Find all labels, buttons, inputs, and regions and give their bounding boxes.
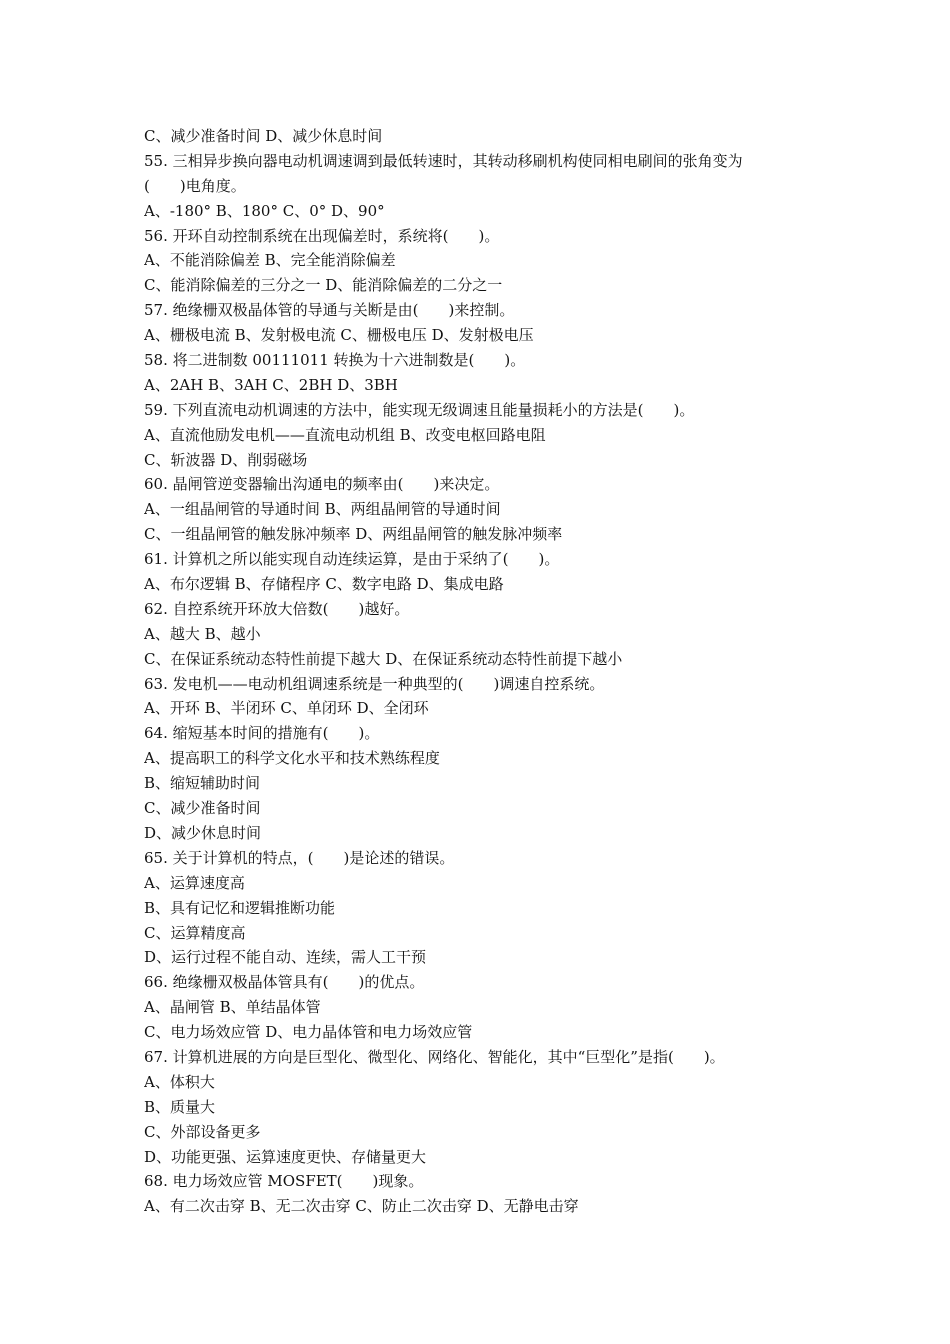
text-line: B、质量大 (144, 1097, 216, 1116)
text-line: 68. 电力场效应管 MOSFET( )现象。 (144, 1172, 424, 1191)
text-line: C、在保证系统动态特性前提下越大 D、在保证系统动态特性前提下越小 (144, 649, 623, 668)
text-line: 58. 将二进制数 00111011 转换为十六进制数是( )。 (144, 351, 526, 370)
text-line: B、缩短辅助时间 (144, 774, 261, 793)
text-line: A、体积大 (144, 1072, 215, 1091)
text-line: 57. 绝缘栅双极晶体管的导通与关断是由( )来控制。 (144, 301, 515, 320)
text-line: 62. 自控系统开环放大倍数( )越好。 (144, 599, 410, 618)
text-line: 66. 绝缘栅双极晶体管具有( )的优点。 (144, 973, 425, 992)
text-line: 60. 晶闸管逆变器输出沟通电的频率由( )来决定。 (144, 475, 500, 494)
text-line: D、减少休息时间 (144, 823, 262, 842)
text-line: A、开环 B、半闭环 C、单闭环 D、全闭环 (144, 699, 429, 718)
text-line: A、直流他励发电机——直流电动机组 B、改变电枢回路电阻 (144, 425, 546, 444)
text-line: C、斩波器 D、削弱磁场 (144, 450, 308, 469)
text-line: D、功能更强、运算速度更快、存储量更大 (144, 1147, 427, 1166)
text-line: C、一组晶闸管的触发脉冲频率 D、两组晶闸管的触发脉冲频率 (144, 525, 563, 544)
text-line: C、减少准备时间 (144, 799, 261, 818)
question-text-block (144, 124, 824, 1219)
text-line: ( )电角度。 (144, 176, 246, 195)
text-line: A、栅极电流 B、发射极电流 C、栅极电压 D、发射极电压 (144, 326, 534, 345)
text-line: 67. 计算机进展的方向是巨型化、微型化、网络化、智能化，其中“巨型化”是指( )。 (144, 1047, 725, 1066)
text-line: A、布尔逻辑 B、存储程序 C、数字电路 D、集成电路 (144, 575, 504, 594)
text-line: B、具有记忆和逻辑推断功能 (144, 898, 336, 917)
text-line: A、晶闸管 B、单结晶体管 (144, 998, 321, 1017)
text-line: 55. 三相异步换向器电动机调速调到最低转速时，其转动移刷机构使同相电刷间的张角变为 (144, 151, 743, 170)
text-line: A、一组晶闸管的导通时间 B、两组晶闸管的导通时间 (144, 500, 501, 519)
text-line: C、电力场效应管 D、电力晶体管和电力场效应管 (144, 1023, 473, 1042)
text-line: C、外部设备更多 (144, 1122, 261, 1141)
text-line: D、运行过程不能自动、连续，需人工干预 (144, 948, 427, 967)
text-line: A、提高职工的科学文化水平和技术熟练程度 (144, 749, 440, 768)
text-line: A、2AH B、3AH C、2BH D、3BH (144, 375, 398, 394)
text-line: 63. 发电机——电动机组调速系统是一种典型的( )调速自控系统。 (144, 674, 605, 693)
text-line: 65. 关于计算机的特点，( )是论述的错误。 (144, 848, 455, 867)
text-line: A、越大 B、越小 (144, 624, 261, 643)
text-line: 61. 计算机之所以能实现自动连续运算，是由于采纳了( )。 (144, 550, 560, 569)
text-line: 56. 开环自动控制系统在出现偏差时，系统将( )。 (144, 226, 500, 245)
text-line: 59. 下列直流电动机调速的方法中，能实现无级调速且能量损耗小的方法是( )。 (144, 400, 695, 419)
text-line: A、运算速度高 (144, 873, 245, 892)
text-line: A、有二次击穿 B、无二次击穿 C、防止二次击穿 D、无静电击穿 (144, 1197, 579, 1216)
text-line: C、能消除偏差的三分之一 D、能消除偏差的二分之一 (144, 276, 503, 295)
text-line: 64. 缩短基本时间的措施有( )。 (144, 724, 380, 743)
text-line: C、运算精度高 (144, 923, 246, 942)
text-line: A、-180° B、180° C、0° D、90° (144, 201, 385, 220)
text-line: A、不能消除偏差 B、完全能消除偏差 (144, 251, 396, 270)
text-line: C、减少准备时间 D、减少休息时间 (144, 127, 383, 145)
